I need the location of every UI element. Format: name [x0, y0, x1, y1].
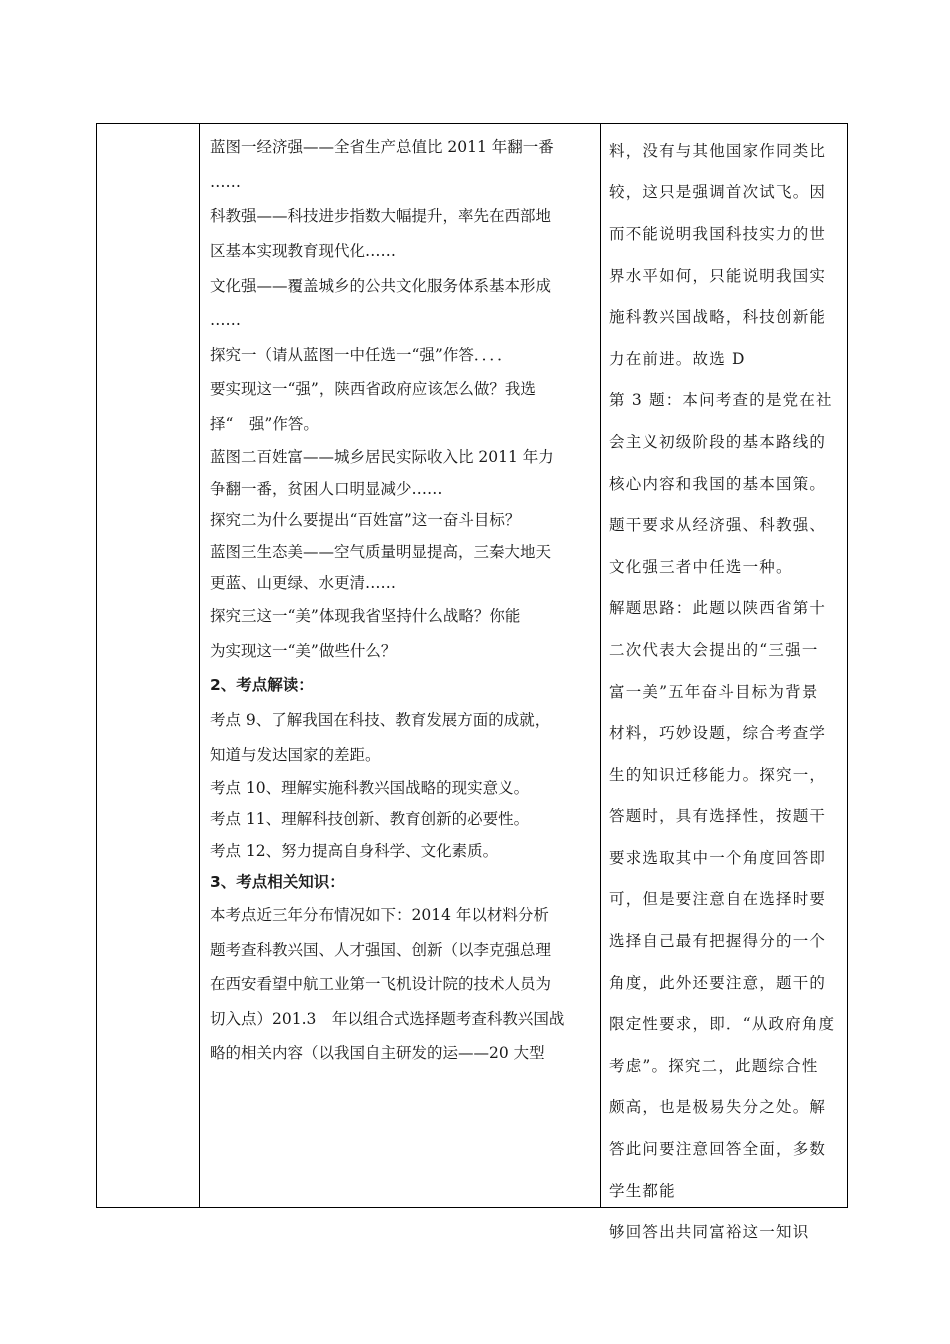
right-line: 核心内容和我国的基本国策。	[609, 474, 827, 493]
middle-line: 区基本实现教育现代化……	[210, 242, 397, 261]
section-heading: 3、考点相关知识：	[210, 873, 345, 892]
right-line: 施科教兴国战略，科技创新能	[609, 308, 827, 327]
right-line: 答题时，具有选择性，按题干	[609, 807, 827, 826]
middle-line: 要实现这一“强”，陕西省政府应该怎么做？我选	[210, 380, 536, 399]
right-line: 料，没有与其他国家作同类比	[609, 141, 827, 160]
middle-line: 择“ 强”作答。	[210, 415, 319, 434]
middle-line: 文化强——覆盖城乡的公共文化服务体系基本形成	[210, 276, 552, 295]
middle-line: 考点 10、理解实施科教兴国战略的现实意义。	[210, 778, 530, 797]
middle-line: 蓝图二百姓富——城乡居民实际收入比 2011 年力	[210, 448, 554, 467]
right-line: 界水平如何，只能说明我国实	[609, 266, 827, 285]
right-line: 材料，巧妙设题，综合考查学	[609, 724, 827, 743]
middle-line: 为实现这一“美”做些什么？	[210, 641, 397, 660]
middle-line: 题考查科教兴国、人才强国、创新（以李克强总理	[210, 940, 552, 959]
right-column	[601, 124, 847, 1242]
right-line: 答此问要注意回答全面，多数	[609, 1140, 827, 1159]
right-line: 第 3 题：本问考查的是党在社	[609, 391, 833, 410]
right-line: 选择自己最有把握得分的一个	[609, 932, 827, 951]
middle-line: 略的相关内容（以我国自主研发的运——20 大型	[210, 1044, 545, 1063]
right-line: 生的知识迁移能力。探究一，	[609, 765, 827, 784]
middle-line: 探究一（请从蓝图一中任选一“强”作答．．．．	[210, 345, 513, 364]
right-line: 角度，此外还要注意，题干的	[609, 973, 827, 992]
right-line: 够回答出共同富裕这一知识	[609, 1223, 810, 1242]
document-table	[96, 123, 848, 1242]
middle-line: 科教强——科技进步指数大幅提升，率先在西部地	[210, 207, 552, 226]
right-line: 二次代表大会提出的“三强一	[609, 640, 819, 659]
middle-line: 探究二为什么要提出“百姓富”这一奋斗目标？	[210, 511, 521, 530]
right-line: 考虑”。探究二，此题综合性	[609, 1056, 819, 1075]
right-line: 文化强三者中任选一种。	[609, 557, 793, 576]
right-line: 解题思路：此题以陕西省第十	[609, 599, 827, 618]
middle-line: 考点 12、努力提高自身科学、文化素质。	[210, 841, 499, 860]
middle-line: 在西安看望中航工业第一飞机设计院的技术人员为	[210, 975, 552, 994]
middle-line: 蓝图一经济强——全省生产总值比 2011 年翻一番	[210, 138, 554, 157]
right-line: 可，但是要注意自在选择时要	[609, 890, 827, 909]
middle-line: 争翻一番，贫困人口明显减少……	[210, 479, 443, 498]
middle-line: 更蓝、山更绿、水更清……	[210, 574, 397, 593]
right-line: 颇高，也是极易失分之处。解	[609, 1098, 827, 1117]
right-line: 富一美”五年奋斗目标为背景	[609, 682, 819, 701]
middle-line: 切入点）201.3 年以组合式选择题考查科教兴国战	[210, 1009, 565, 1028]
middle-line: 探究三这一“美”体现我省坚持什么战略？你能	[210, 607, 521, 626]
middle-line: ……	[210, 311, 241, 330]
right-line: 要求选取其中一个角度回答即	[609, 848, 827, 867]
middle-line: ……	[210, 172, 241, 191]
right-line: 题干要求从经济强、科教强、	[609, 516, 827, 535]
right-line: 学生都能	[609, 1181, 676, 1200]
right-line: 力在前进。故选 D	[609, 349, 746, 368]
middle-column	[200, 124, 600, 1207]
middle-line: 蓝图三生态美——空气质量明显提高，三秦大地天	[210, 542, 552, 561]
right-line: 而不能说明我国科技实力的世	[609, 224, 827, 243]
right-line: 限定性要求，即．“从政府角度	[609, 1015, 836, 1034]
right-line: 较，这只是强调首次试飞。因	[609, 183, 827, 202]
middle-line: 知道与发达国家的差距。	[210, 745, 381, 764]
middle-line: 考点 11、理解科技创新、教育创新的必要性。	[210, 810, 530, 829]
middle-line: 考点 9、了解我国在科技、教育发展方面的成就，	[210, 710, 551, 729]
right-line: 会主义初级阶段的基本路线的	[609, 432, 827, 451]
middle-line: 本考点近三年分布情况如下：2014 年以材料分析	[210, 906, 549, 925]
section-heading: 2、考点解读：	[210, 676, 314, 695]
